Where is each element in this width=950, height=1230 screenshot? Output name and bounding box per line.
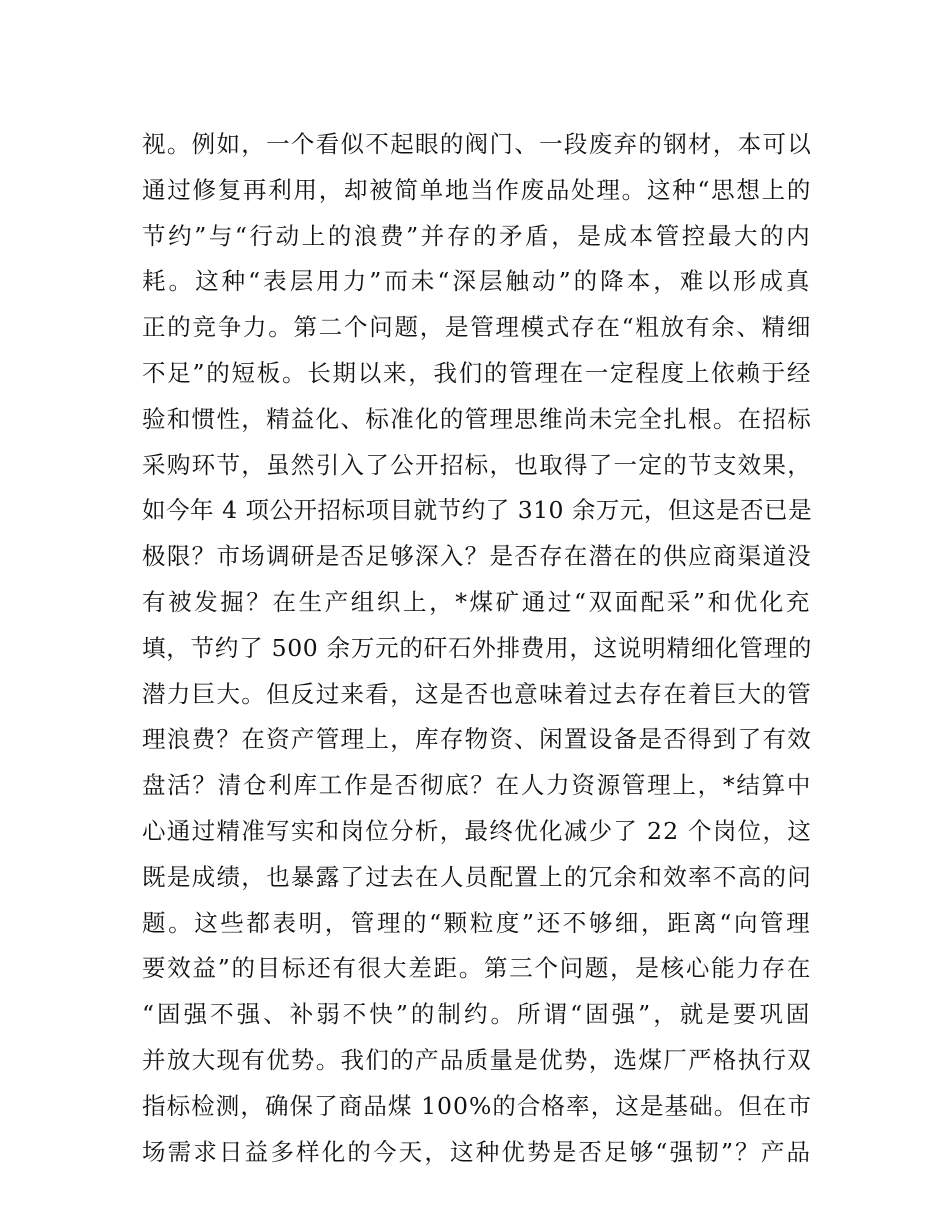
text-line: 盘活？清仓利库工作是否彻底？在人力资源管理上，*结算中 [142,771,812,800]
text-line: “固强不强、补弱不快”的制约。所谓“固强”，就是要巩固 [142,1000,812,1029]
text-line: 通过修复再利用，却被简单地当作废品处理。这种“思想上的 [142,175,812,204]
text-line: 视。例如，一个看似不起眼的阀门、一段废弃的钢材，本可以 [142,130,812,158]
text-line: 指标检测，确保了商品煤 100%的合格率，这是基础。但在市 [142,1091,812,1120]
text-line: 心通过精准写实和岗位分析，最终优化减少了 22 个岗位，这 [142,816,812,845]
text-line: 正的竞争力。第二个问题，是管理模式存在“粗放有余、精细 [142,313,812,342]
text-line: 要效益”的目标还有很大差距。第三个问题，是核心能力存在 [142,954,812,983]
text-line: 既是成绩，也暴露了过去在人员配置上的冗余和效率不高的问 [142,862,812,891]
text-line: 采购环节，虽然引入了公开招标，也取得了一定的节支效果， [142,450,812,479]
text-line: 不足”的短板。长期以来，我们的管理在一定程度上依赖于经 [142,358,812,387]
text-line: 并放大现有优势。我们的产品质量是优势，选煤厂严格执行双 [142,1045,812,1074]
text-line: 题。这些都表明，管理的“颗粒度”还不够细，距离“向管理 [142,908,813,937]
text-line: 有被发掘？在生产组织上，*煤矿通过“双面配采”和优化充 [142,587,812,616]
text-line: 填，节约了 500 余万元的矸石外排费用，这说明精细化管理的 [142,633,812,662]
text-line: 理浪费？在资产管理上，库存物资、闲置设备是否得到了有效 [142,725,812,754]
text-line: 节约”与“行动上的浪费”并存的矛盾，是成本管控最大的内 [142,221,813,250]
text-line: 验和惯性，精益化、标准化的管理思维尚未完全扎根。在招标 [142,404,812,433]
text-line: 潜力巨大。但反过来看，这是否也意味着过去存在着巨大的管 [142,679,812,708]
text-line: 如今年 4 项公开招标项目就节约了 310 余万元，但这是否已是 [142,496,812,525]
body-text [142,122,812,1175]
text-line: 极限？市场调研是否足够深入？是否存在潜在的供应商渠道没 [142,542,812,571]
text-line: 耗。这种“表层用力”而未“深层触动”的降本，难以形成真 [142,267,812,296]
text-line: 场需求日益多样化的今天，这种优势是否足够“强韧”？产品 [142,1137,812,1166]
